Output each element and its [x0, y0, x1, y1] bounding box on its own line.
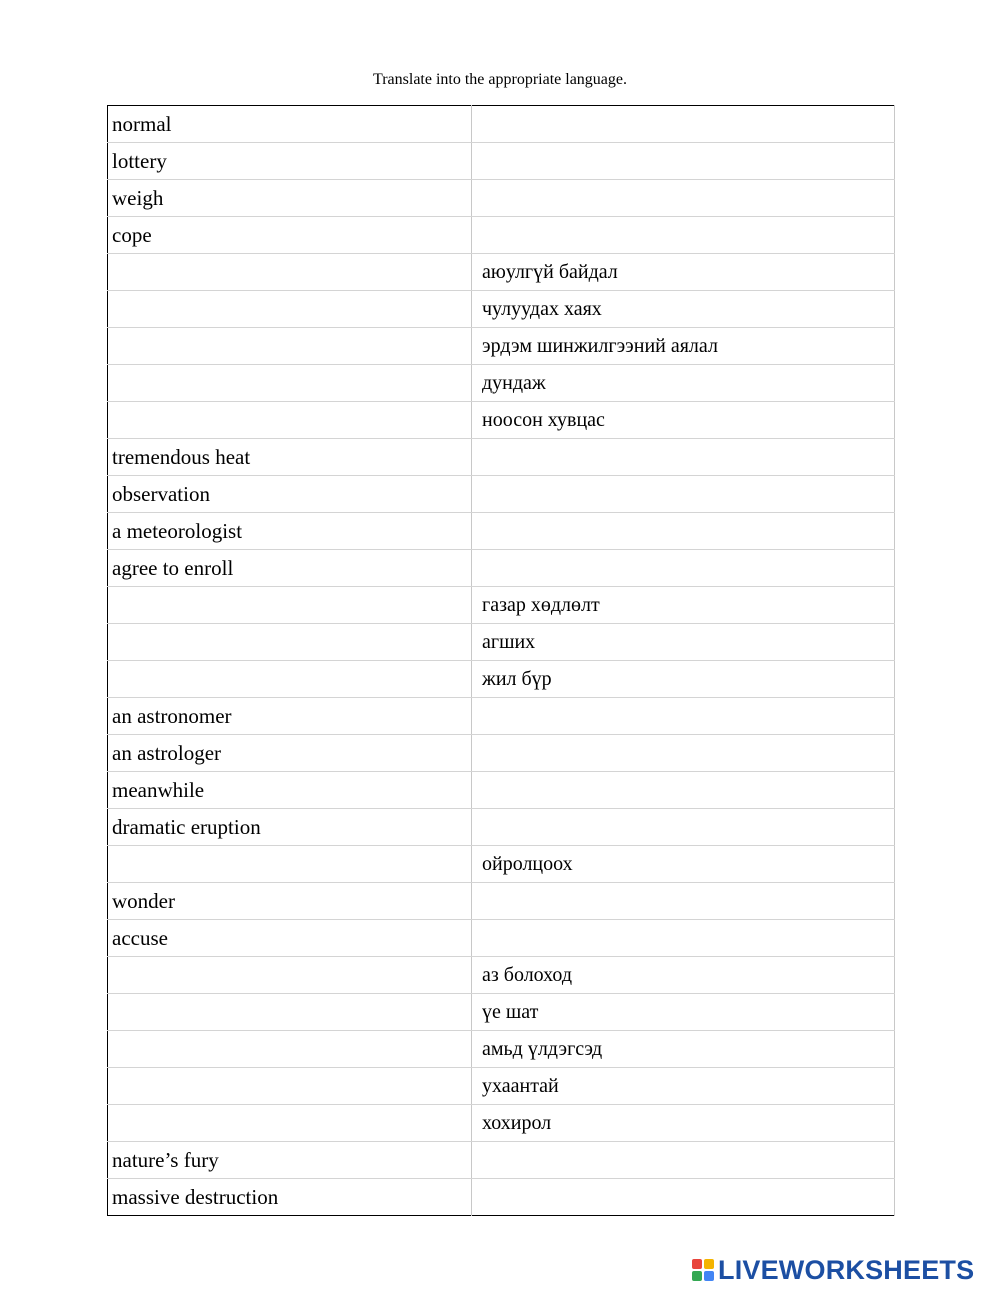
english-term-cell: cope: [108, 217, 472, 254]
table-row: [108, 587, 895, 624]
table-row: [108, 1142, 895, 1179]
english-term-cell: accuse: [108, 920, 472, 957]
mongolian-term-cell: ноосон хувцас: [472, 402, 895, 439]
table-row: [108, 365, 895, 402]
english-answer-cell[interactable]: [108, 587, 472, 624]
table-row: [108, 106, 895, 143]
english-term-cell: normal: [108, 106, 472, 143]
mongolian-term-cell: амьд үлдэгсэд: [472, 1031, 895, 1068]
logo-square-yellow: [704, 1259, 714, 1269]
table-row: [108, 994, 895, 1031]
logo-square-blue: [704, 1271, 714, 1281]
table-row: [108, 291, 895, 328]
english-answer-cell[interactable]: [108, 1068, 472, 1105]
translation-table-body: [108, 106, 895, 1216]
english-answer-cell[interactable]: [108, 291, 472, 328]
english-answer-cell[interactable]: [108, 846, 472, 883]
mongolian-answer-cell[interactable]: [472, 920, 895, 957]
english-answer-cell[interactable]: [108, 328, 472, 365]
mongolian-answer-cell[interactable]: [472, 513, 895, 550]
english-answer-cell[interactable]: [108, 1105, 472, 1142]
table-row: [108, 883, 895, 920]
mongolian-term-cell: жил бүр: [472, 661, 895, 698]
table-row: [108, 920, 895, 957]
mongolian-term-cell: хохирол: [472, 1105, 895, 1142]
mongolian-answer-cell[interactable]: [472, 698, 895, 735]
liveworksheets-brand: [692, 1256, 974, 1284]
table-row: [108, 1031, 895, 1068]
table-row: [108, 254, 895, 291]
english-answer-cell[interactable]: [108, 624, 472, 661]
table-row: [108, 624, 895, 661]
table-row: [108, 143, 895, 180]
mongolian-answer-cell[interactable]: [472, 439, 895, 476]
table-row: [108, 180, 895, 217]
mongolian-answer-cell[interactable]: [472, 1142, 895, 1179]
table-row: [108, 476, 895, 513]
english-answer-cell[interactable]: [108, 402, 472, 439]
english-term-cell: an astronomer: [108, 698, 472, 735]
english-answer-cell[interactable]: [108, 1031, 472, 1068]
table-row: [108, 328, 895, 365]
table-row: [108, 1179, 895, 1216]
logo-square-green: [692, 1271, 702, 1281]
mongolian-term-cell: аз болоход: [472, 957, 895, 994]
mongolian-answer-cell[interactable]: [472, 106, 895, 143]
english-term-cell: nature’s fury: [108, 1142, 472, 1179]
mongolian-answer-cell[interactable]: [472, 217, 895, 254]
english-answer-cell[interactable]: [108, 661, 472, 698]
table-row: [108, 735, 895, 772]
mongolian-term-cell: дундаж: [472, 365, 895, 402]
mongolian-term-cell: ухаантай: [472, 1068, 895, 1105]
english-answer-cell[interactable]: [108, 254, 472, 291]
table-row: [108, 809, 895, 846]
mongolian-answer-cell[interactable]: [472, 476, 895, 513]
english-term-cell: weigh: [108, 180, 472, 217]
english-answer-cell[interactable]: [108, 994, 472, 1031]
mongolian-answer-cell[interactable]: [472, 735, 895, 772]
mongolian-term-cell: чулуудах хаях: [472, 291, 895, 328]
mongolian-answer-cell[interactable]: [472, 1179, 895, 1216]
english-term-cell: a meteorologist: [108, 513, 472, 550]
english-term-cell: observation: [108, 476, 472, 513]
translation-table: [107, 105, 895, 1216]
english-term-cell: wonder: [108, 883, 472, 920]
brand-name: LIVEWORKSHEETS: [718, 1254, 975, 1285]
mongolian-answer-cell[interactable]: [472, 143, 895, 180]
table-row: [108, 1068, 895, 1105]
liveworksheets-logo-icon: [692, 1259, 714, 1281]
table-row: [108, 772, 895, 809]
worksheet-instruction: Translate into the appropriate language.: [373, 71, 627, 88]
table-row: [108, 217, 895, 254]
mongolian-term-cell: ойролцоох: [472, 846, 895, 883]
table-row: [108, 661, 895, 698]
mongolian-term-cell: үе шат: [472, 994, 895, 1031]
mongolian-term-cell: агших: [472, 624, 895, 661]
logo-square-red: [692, 1259, 702, 1269]
mongolian-term-cell: аюулгүй байдал: [472, 254, 895, 291]
table-row: [108, 439, 895, 476]
english-term-cell: an astrologer: [108, 735, 472, 772]
table-row: [108, 1105, 895, 1142]
english-answer-cell[interactable]: [108, 957, 472, 994]
english-term-cell: massive destruction: [108, 1179, 472, 1216]
table-row: [108, 957, 895, 994]
mongolian-term-cell: газар хөдлөлт: [472, 587, 895, 624]
mongolian-answer-cell[interactable]: [472, 180, 895, 217]
english-term-cell: agree to enroll: [108, 550, 472, 587]
table-row: [108, 698, 895, 735]
mongolian-answer-cell[interactable]: [472, 772, 895, 809]
table-row: [108, 513, 895, 550]
mongolian-answer-cell[interactable]: [472, 550, 895, 587]
english-term-cell: meanwhile: [108, 772, 472, 809]
english-term-cell: tremendous heat: [108, 439, 472, 476]
mongolian-answer-cell[interactable]: [472, 809, 895, 846]
table-row: [108, 846, 895, 883]
table-row: [108, 550, 895, 587]
english-answer-cell[interactable]: [108, 365, 472, 402]
mongolian-term-cell: эрдэм шинжилгээний аялал: [472, 328, 895, 365]
table-row: [108, 402, 895, 439]
english-term-cell: lottery: [108, 143, 472, 180]
mongolian-answer-cell[interactable]: [472, 883, 895, 920]
english-term-cell: dramatic eruption: [108, 809, 472, 846]
